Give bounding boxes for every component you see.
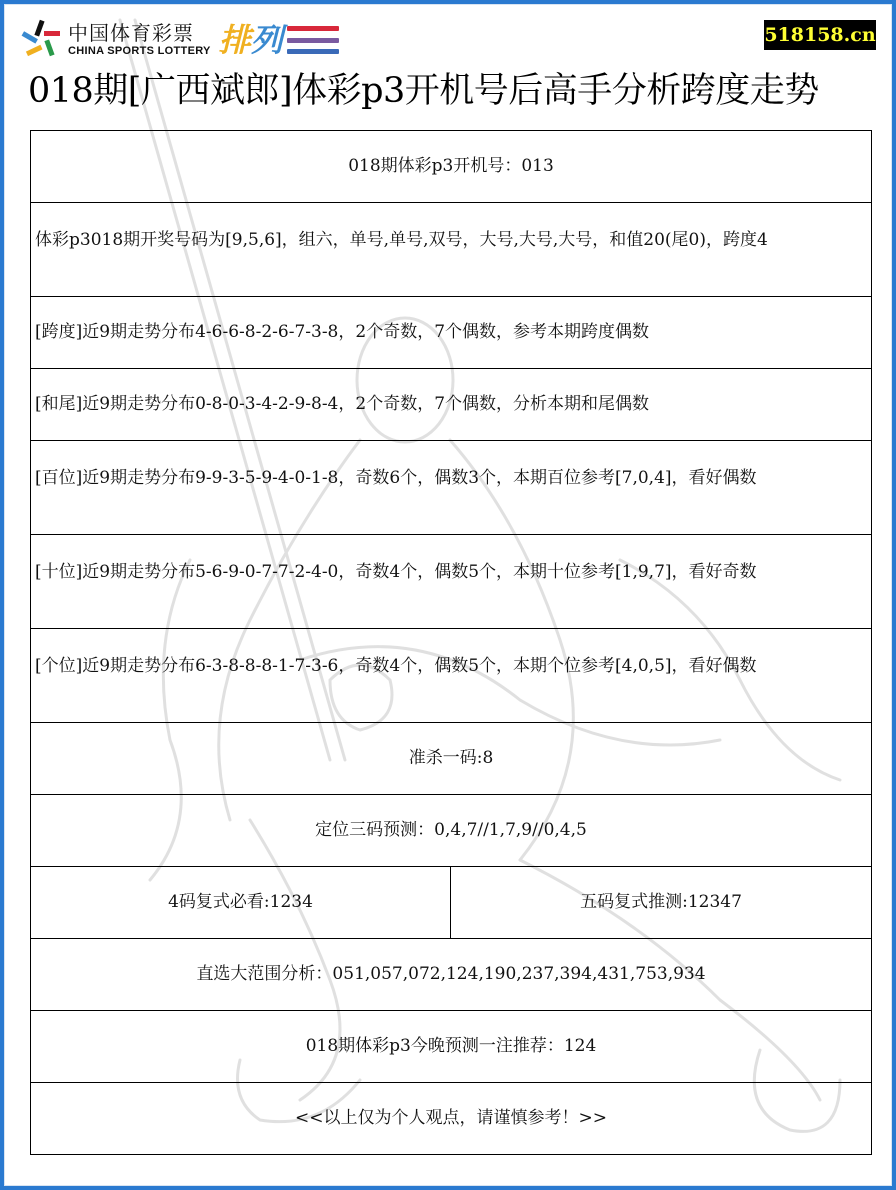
units-trend-text: [个位]近9期走势分布6-3-8-8-8-1-7-3-6，奇数4个，偶数5个，本期个位参考[4,0,5]，看好偶数	[35, 656, 757, 676]
five-code-compound-cell: 五码复式推测:12347	[451, 867, 872, 939]
tens-trend-text: [十位]近9期走势分布5-6-9-0-7-7-2-4-0，奇数4个，偶数5个，本期十位参考[1,9,7]，看好奇数	[35, 562, 757, 582]
table-row-draw-number	[31, 131, 872, 203]
table-row-position-prediction	[31, 795, 872, 867]
pailie3-game-logo	[219, 20, 339, 60]
game-name-char-2: 列	[250, 21, 283, 59]
tens-trend-cell	[31, 535, 872, 629]
lottery-star-icon	[20, 18, 64, 62]
kill-number-cell: 准杀一码:8	[31, 723, 872, 795]
table-row-single-pick	[31, 1011, 872, 1083]
logo-english-text: CHINA SPORTS LOTTERY	[68, 45, 211, 57]
hundreds-trend-text: [百位]近9期走势分布9-9-3-5-9-4-0-1-8，奇数6个，偶数3个，本期百位参考[7,0,4]，看好偶数	[35, 468, 757, 488]
table-row-units-trend	[31, 629, 872, 723]
units-trend-cell	[31, 629, 872, 723]
single-pick-cell: 018期体彩p3今晚预测一注推荐：124	[31, 1011, 872, 1083]
game-name-three-bars	[287, 26, 339, 54]
table-row-disclaimer	[31, 1083, 872, 1155]
logo-chinese-text: 中国体育彩票	[68, 21, 194, 45]
direct-range-cell: 直选大范围分析：051,057,072,124,190,237,394,431,753,934	[31, 939, 872, 1011]
draw-result-text: 体彩p3018期开奖号码为[9,5,6]，组六，单号,单号,双号，大号,大号,大号，和值20(尾0)，跨度4	[35, 230, 768, 250]
table-row-direct-range	[31, 939, 872, 1011]
sum-tail-trend-cell: [和尾]近9期走势分布0-8-0-3-4-2-9-8-4，2个奇数，7个偶数，分析本期和尾偶数	[31, 369, 872, 441]
table-row-kill-number	[31, 723, 872, 795]
table-row-tens-trend	[31, 535, 872, 629]
china-sports-lottery-logo	[20, 18, 339, 62]
page-title: 018期[广西斌郎]体彩p3开机号后高手分析跨度走势	[28, 71, 819, 111]
span-trend-cell: [跨度]近9期走势分布4-6-6-8-2-6-7-3-8，2个奇数，7个偶数，参考本期跨度偶数	[31, 297, 872, 369]
table-row-hundreds-trend	[31, 441, 872, 535]
table-row-draw-result	[31, 203, 872, 297]
analysis-table	[30, 130, 872, 1155]
position-prediction-cell: 定位三码预测：0,4,7//1,7,9//0,4,5	[31, 795, 872, 867]
draw-result-cell	[31, 203, 872, 297]
four-code-compound-cell: 4码复式必看:1234	[31, 867, 451, 939]
draw-number-cell: 018期体彩p3开机号：013	[31, 131, 872, 203]
table-row-compound-picks	[31, 867, 872, 939]
disclaimer-cell: <<以上仅为个人观点，请谨慎参考！>>	[31, 1083, 872, 1155]
table-row-span-trend	[31, 297, 872, 369]
site-domain-badge[interactable]: 518158.cn	[764, 20, 876, 50]
game-name-char-1: 排	[218, 21, 251, 59]
table-row-sum-tail-trend	[31, 369, 872, 441]
hundreds-trend-cell	[31, 441, 872, 535]
